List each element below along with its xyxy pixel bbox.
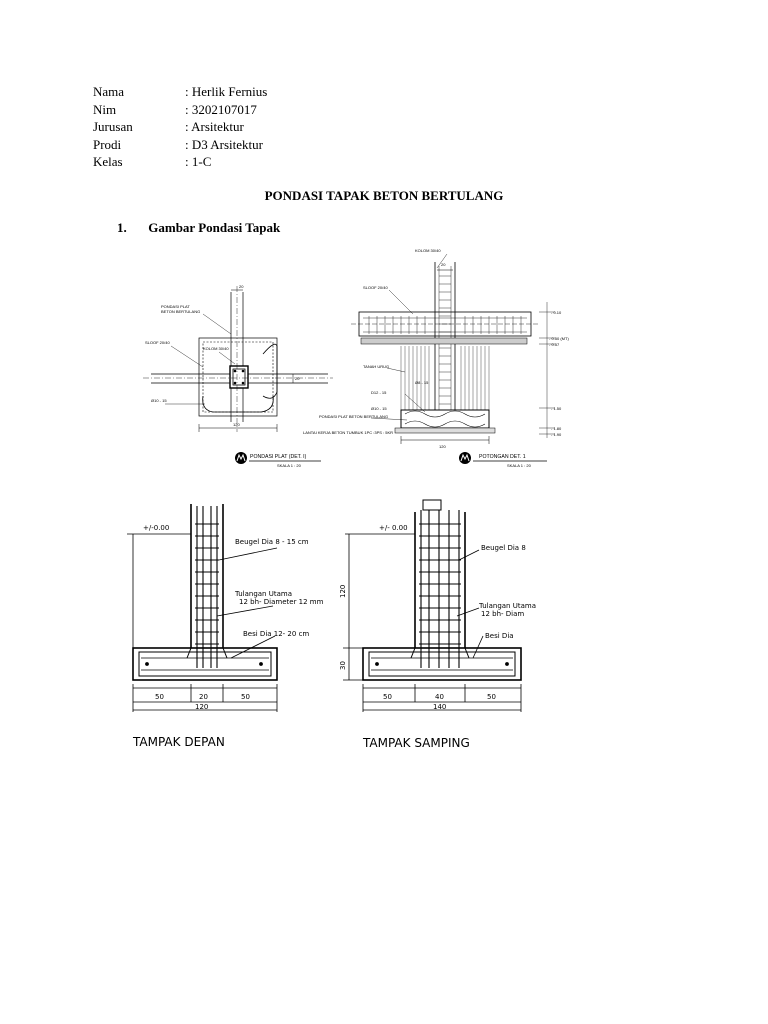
- side-base: 30: [339, 661, 347, 670]
- front-level: +/-0.00: [143, 524, 170, 532]
- section-level-3: - 0.57: [549, 342, 560, 347]
- plan-label-plat2: BETON BERTULANG: [161, 309, 201, 314]
- plan-scale: SKALA 1 : 20: [277, 463, 301, 468]
- info-value: : 3202107017: [185, 101, 257, 117]
- plan-label-plat: PONDASI PLAT: [161, 304, 190, 309]
- side-dim-total: 140: [433, 703, 447, 711]
- section-label-kolom: KOLOM 30/40: [415, 248, 441, 253]
- section-level-6: - 1.90: [551, 432, 562, 437]
- section-heading-text: Gambar Pondasi Tapak: [148, 220, 281, 235]
- plan-dim-top: 20: [239, 284, 244, 289]
- front-tulangan-label-1: Tulangan Utama: [235, 590, 292, 598]
- section-label-lantai: LANTAI KERJA BETON TUMBUK 1PC :3PS : 5KR: [303, 430, 394, 435]
- section-label-bar2: D12 - 15: [371, 390, 387, 395]
- side-dim-1: 50: [383, 693, 392, 701]
- plan-title-block: [235, 452, 321, 468]
- plan-dim-width: 120: [233, 422, 240, 427]
- plan-title: PONDASI PLAT (DET. I): [250, 454, 307, 460]
- side-dim-3: 50: [487, 693, 496, 701]
- section-label-sloof: SLOOF 20/40: [363, 285, 388, 290]
- plan-dim-col: 20: [295, 376, 300, 381]
- side-stirrups: [419, 524, 461, 644]
- info-row-nim: [93, 101, 267, 119]
- section-dim-width: 120: [439, 444, 446, 449]
- plan-label-kolom: KOLOM 30/40: [203, 346, 229, 351]
- section-label-bar1: Ø8 - 15: [415, 380, 429, 385]
- side-height: 120: [339, 584, 347, 598]
- info-label: Nim: [93, 101, 117, 117]
- section-heading: [117, 220, 280, 236]
- info-value: : Herlik Fernius: [185, 84, 268, 99]
- section-label-tanah: TANAH URUG: [363, 364, 390, 369]
- side-besi-label: Besi Dia: [485, 632, 514, 640]
- section-dim-top: 20: [441, 262, 446, 267]
- side-tulangan-label-2: 12 bh- Diam: [481, 610, 525, 618]
- front-tulangan-label-2: 12 bh- Diameter 12 mm: [239, 598, 324, 606]
- sloof-rebar: [363, 316, 527, 334]
- info-row-prodi: [93, 136, 267, 154]
- section-number: 1.: [117, 220, 127, 235]
- info-row-jurusan: [93, 118, 267, 136]
- section-view: [303, 248, 569, 468]
- info-label: Prodi: [93, 136, 122, 152]
- side-tulangan-label-1: Tulangan Utama: [479, 602, 536, 610]
- front-dim-3: 50: [241, 693, 250, 701]
- info-label: Kelas: [93, 154, 123, 170]
- front-dim-1: 50: [155, 693, 164, 701]
- side-level: +/- 0.00: [379, 524, 408, 532]
- side-dim-2: 40: [435, 693, 444, 701]
- plan-label-sloof: SLOOF 20/40: [145, 340, 170, 345]
- info-row-nama: [93, 83, 267, 101]
- plan-label-bar: Ø10 - 15: [151, 398, 167, 403]
- side-view: [339, 500, 536, 750]
- front-dim-total: 120: [195, 703, 209, 711]
- front-besi-label: Besi Dia 12- 20 cm: [243, 630, 310, 638]
- info-value: : 1-C: [185, 154, 212, 170]
- section-label-plat: PONDASI PLAT BETON BERTULANG: [319, 414, 389, 419]
- section-level-4: - 1.50: [551, 406, 562, 411]
- section-scale: SKALA 1 : 20: [507, 463, 531, 468]
- student-info: [93, 83, 267, 171]
- info-row-kelas: [93, 153, 267, 171]
- section-level-5: - 1.80: [551, 426, 562, 431]
- soil-hatch: [401, 346, 489, 410]
- cad-drawing: [143, 242, 567, 478]
- section-title: POTONGAN DET. 1: [479, 454, 526, 460]
- plan-view: [143, 284, 333, 468]
- front-dim-2: 20: [199, 693, 208, 701]
- info-label: Nama: [93, 84, 125, 99]
- sketch-drawing: [127, 498, 536, 760]
- front-stirrups: [195, 524, 219, 644]
- info-value: : D3 Arsitektur: [185, 136, 263, 152]
- info-label: Jurusan: [93, 119, 133, 135]
- section-level-1: - 0.10: [551, 310, 562, 315]
- document-title: PONDASI TAPAK BETON BERTULANG: [264, 188, 504, 203]
- front-view-title: TAMPAK DEPAN: [133, 735, 225, 749]
- section-label-bar3: Ø10 - 15: [371, 406, 387, 411]
- front-beugel-label: Beugel Dia 8 - 15 cm: [235, 538, 309, 546]
- front-view: [127, 504, 324, 749]
- info-value: : Arsitektur: [185, 119, 244, 135]
- side-view-title: TAMPAK SAMPING: [363, 736, 470, 750]
- side-beugel-label: Beugel Dia 8: [481, 544, 526, 552]
- section-level-2: - 0.50 (MT): [549, 336, 569, 341]
- section-title-block: [459, 452, 547, 468]
